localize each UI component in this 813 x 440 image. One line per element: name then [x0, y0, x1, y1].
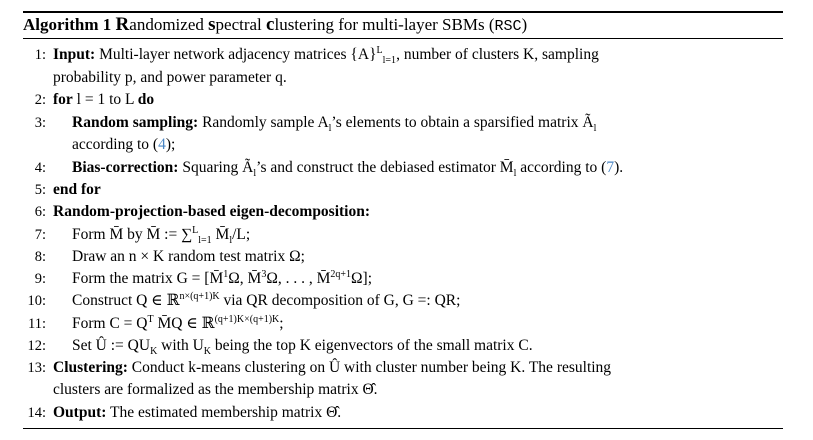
line-content: clusters are formalized as the membership matrix Θ̂.	[53, 381, 378, 398]
step-text: Form C = Q	[72, 315, 148, 332]
line-content	[72, 134, 175, 156]
subscript: l	[229, 235, 233, 247]
subscript: l	[328, 123, 332, 135]
keyword-for: for	[53, 91, 73, 108]
step-text: Ω, . . . , M̄	[266, 270, 331, 287]
line-content	[72, 313, 284, 335]
title-code: RSC	[494, 18, 522, 35]
line-number: 11:	[28, 316, 46, 332]
line-number: 3:	[34, 115, 46, 131]
line-content	[53, 357, 611, 379]
step-text: /L;	[232, 226, 251, 243]
step-text: Set Û := QU	[72, 337, 151, 354]
line-number: 7:	[34, 227, 46, 243]
step-text: ’s elements to obtain a sparsified matrix Ã	[331, 114, 594, 131]
step-text: }	[369, 46, 377, 63]
title-part-2: pectral	[215, 15, 267, 34]
step-text: ’s and construct the debiased estimator M̄	[256, 159, 514, 176]
line-2	[0, 89, 790, 111]
line-1	[0, 44, 790, 66]
line-number: 14:	[27, 405, 46, 421]
line-9	[0, 268, 790, 290]
line-11	[0, 313, 790, 335]
line-number: 10:	[27, 293, 46, 309]
title-part-3: lustering for multi-layer SBMs (	[274, 15, 495, 34]
step-text: );	[165, 136, 176, 153]
bottom-rule	[23, 428, 783, 429]
step-heading: Clustering:	[53, 359, 128, 376]
superscript: T	[147, 313, 154, 325]
line-content	[53, 44, 599, 66]
title-part-1: andomized	[129, 15, 209, 34]
subscript: K	[150, 346, 158, 358]
line-12	[0, 335, 790, 357]
step-text: Construct Q ∈ ℝ	[72, 292, 180, 309]
line-3	[0, 112, 790, 134]
superscript: 3	[261, 268, 267, 280]
subscript: l	[513, 168, 517, 180]
superscript: 2q+1	[330, 268, 352, 280]
line-number: 12:	[27, 338, 46, 354]
line-3-continued	[0, 134, 790, 156]
line-1-continued	[0, 67, 790, 89]
step-text: M̄Q ∈ ℝ	[153, 315, 215, 332]
step-text: Squaring Ã	[178, 159, 254, 176]
superscript: n×(q+1)K	[179, 290, 220, 302]
subscript: l=1	[382, 55, 397, 67]
step-text: ;	[279, 315, 284, 332]
line-number: 6:	[34, 204, 46, 220]
line-8	[0, 246, 790, 268]
title-part-4: )	[521, 15, 528, 34]
superscript: (q+1)K×(q+1)K	[214, 313, 280, 325]
line-content	[72, 268, 372, 290]
equation-reference-link[interactable]: 7	[606, 159, 615, 176]
line-6	[0, 201, 790, 223]
line-number: 8:	[34, 249, 46, 265]
superscript: L	[192, 224, 199, 236]
line-13-continued	[0, 379, 790, 401]
step-text: via QR decomposition of G, G =: QR;	[219, 292, 461, 309]
line-content	[72, 290, 460, 312]
step-text: , number of clusters K, sampling	[396, 46, 599, 63]
line-5	[0, 179, 790, 201]
title-initial-c: c	[266, 14, 275, 35]
line-number: 1:	[34, 47, 46, 63]
step-text: Ω];	[351, 270, 373, 287]
step-text: according to (	[516, 159, 607, 176]
step-text: Randomly sample A	[198, 114, 329, 131]
algorithm-caption	[23, 12, 527, 38]
step-text: The estimated membership matrix Θ̂.	[106, 404, 342, 421]
superscript: L	[376, 44, 383, 56]
step-heading: Input:	[53, 46, 96, 63]
superscript: 1	[223, 268, 229, 280]
step-text: according to (	[72, 136, 159, 153]
line-content	[53, 402, 341, 424]
line-13	[0, 357, 790, 379]
subscript: K	[203, 346, 212, 358]
step-text: l = 1 to L	[72, 91, 138, 108]
step-heading: Random-projection-based eigen-decomposition:	[53, 203, 371, 220]
line-number: 5:	[34, 182, 46, 198]
subscript: l	[593, 123, 597, 135]
line-content	[72, 335, 533, 357]
step-heading: Bias-correction:	[72, 159, 179, 176]
line-content: probability p, and power parameter q.	[53, 69, 287, 86]
step-text: Form the matrix G = [M̄	[72, 270, 224, 287]
line-7	[0, 224, 790, 246]
step-text: Form M̄ by M̄ := ∑	[72, 226, 193, 243]
line-number: 13:	[27, 360, 46, 376]
line-number: 9:	[34, 271, 46, 287]
algorithm-label: Algorithm 1	[23, 15, 112, 34]
step-text: with U	[157, 337, 204, 354]
line-content	[72, 112, 596, 134]
line-14	[0, 402, 790, 424]
step-heading: Output:	[53, 404, 107, 421]
line-10	[0, 290, 790, 312]
title-initial-s: s	[208, 14, 216, 35]
line-content	[53, 89, 154, 111]
line-content	[72, 224, 250, 246]
line-content	[72, 157, 623, 179]
line-4	[0, 157, 790, 179]
line-content: Draw an n × K random test matrix Ω;	[72, 248, 305, 265]
step-text: being the top K eigenvectors of the small matrix C.	[211, 337, 533, 354]
caption-rule	[23, 38, 783, 39]
step-heading: Random sampling:	[72, 114, 199, 131]
line-number: 2:	[34, 92, 46, 108]
equation-reference-link[interactable]: 4	[158, 136, 166, 153]
subscript: l	[253, 168, 257, 180]
step-text: ).	[614, 159, 624, 176]
line-number: 4:	[34, 160, 46, 176]
step-text: Multi-layer network adjacency matrices {A	[95, 46, 370, 63]
keyword-end-for: end for	[53, 181, 101, 198]
step-text: Ω, M̄	[228, 270, 262, 287]
keyword-do: do	[137, 91, 155, 108]
step-text: M̄	[211, 226, 230, 243]
subscript: l=1	[198, 235, 212, 247]
title-initial-r: R	[115, 14, 130, 35]
step-text: Conduct k-means clustering on Û with cluster number being K. The resulting	[127, 359, 612, 376]
